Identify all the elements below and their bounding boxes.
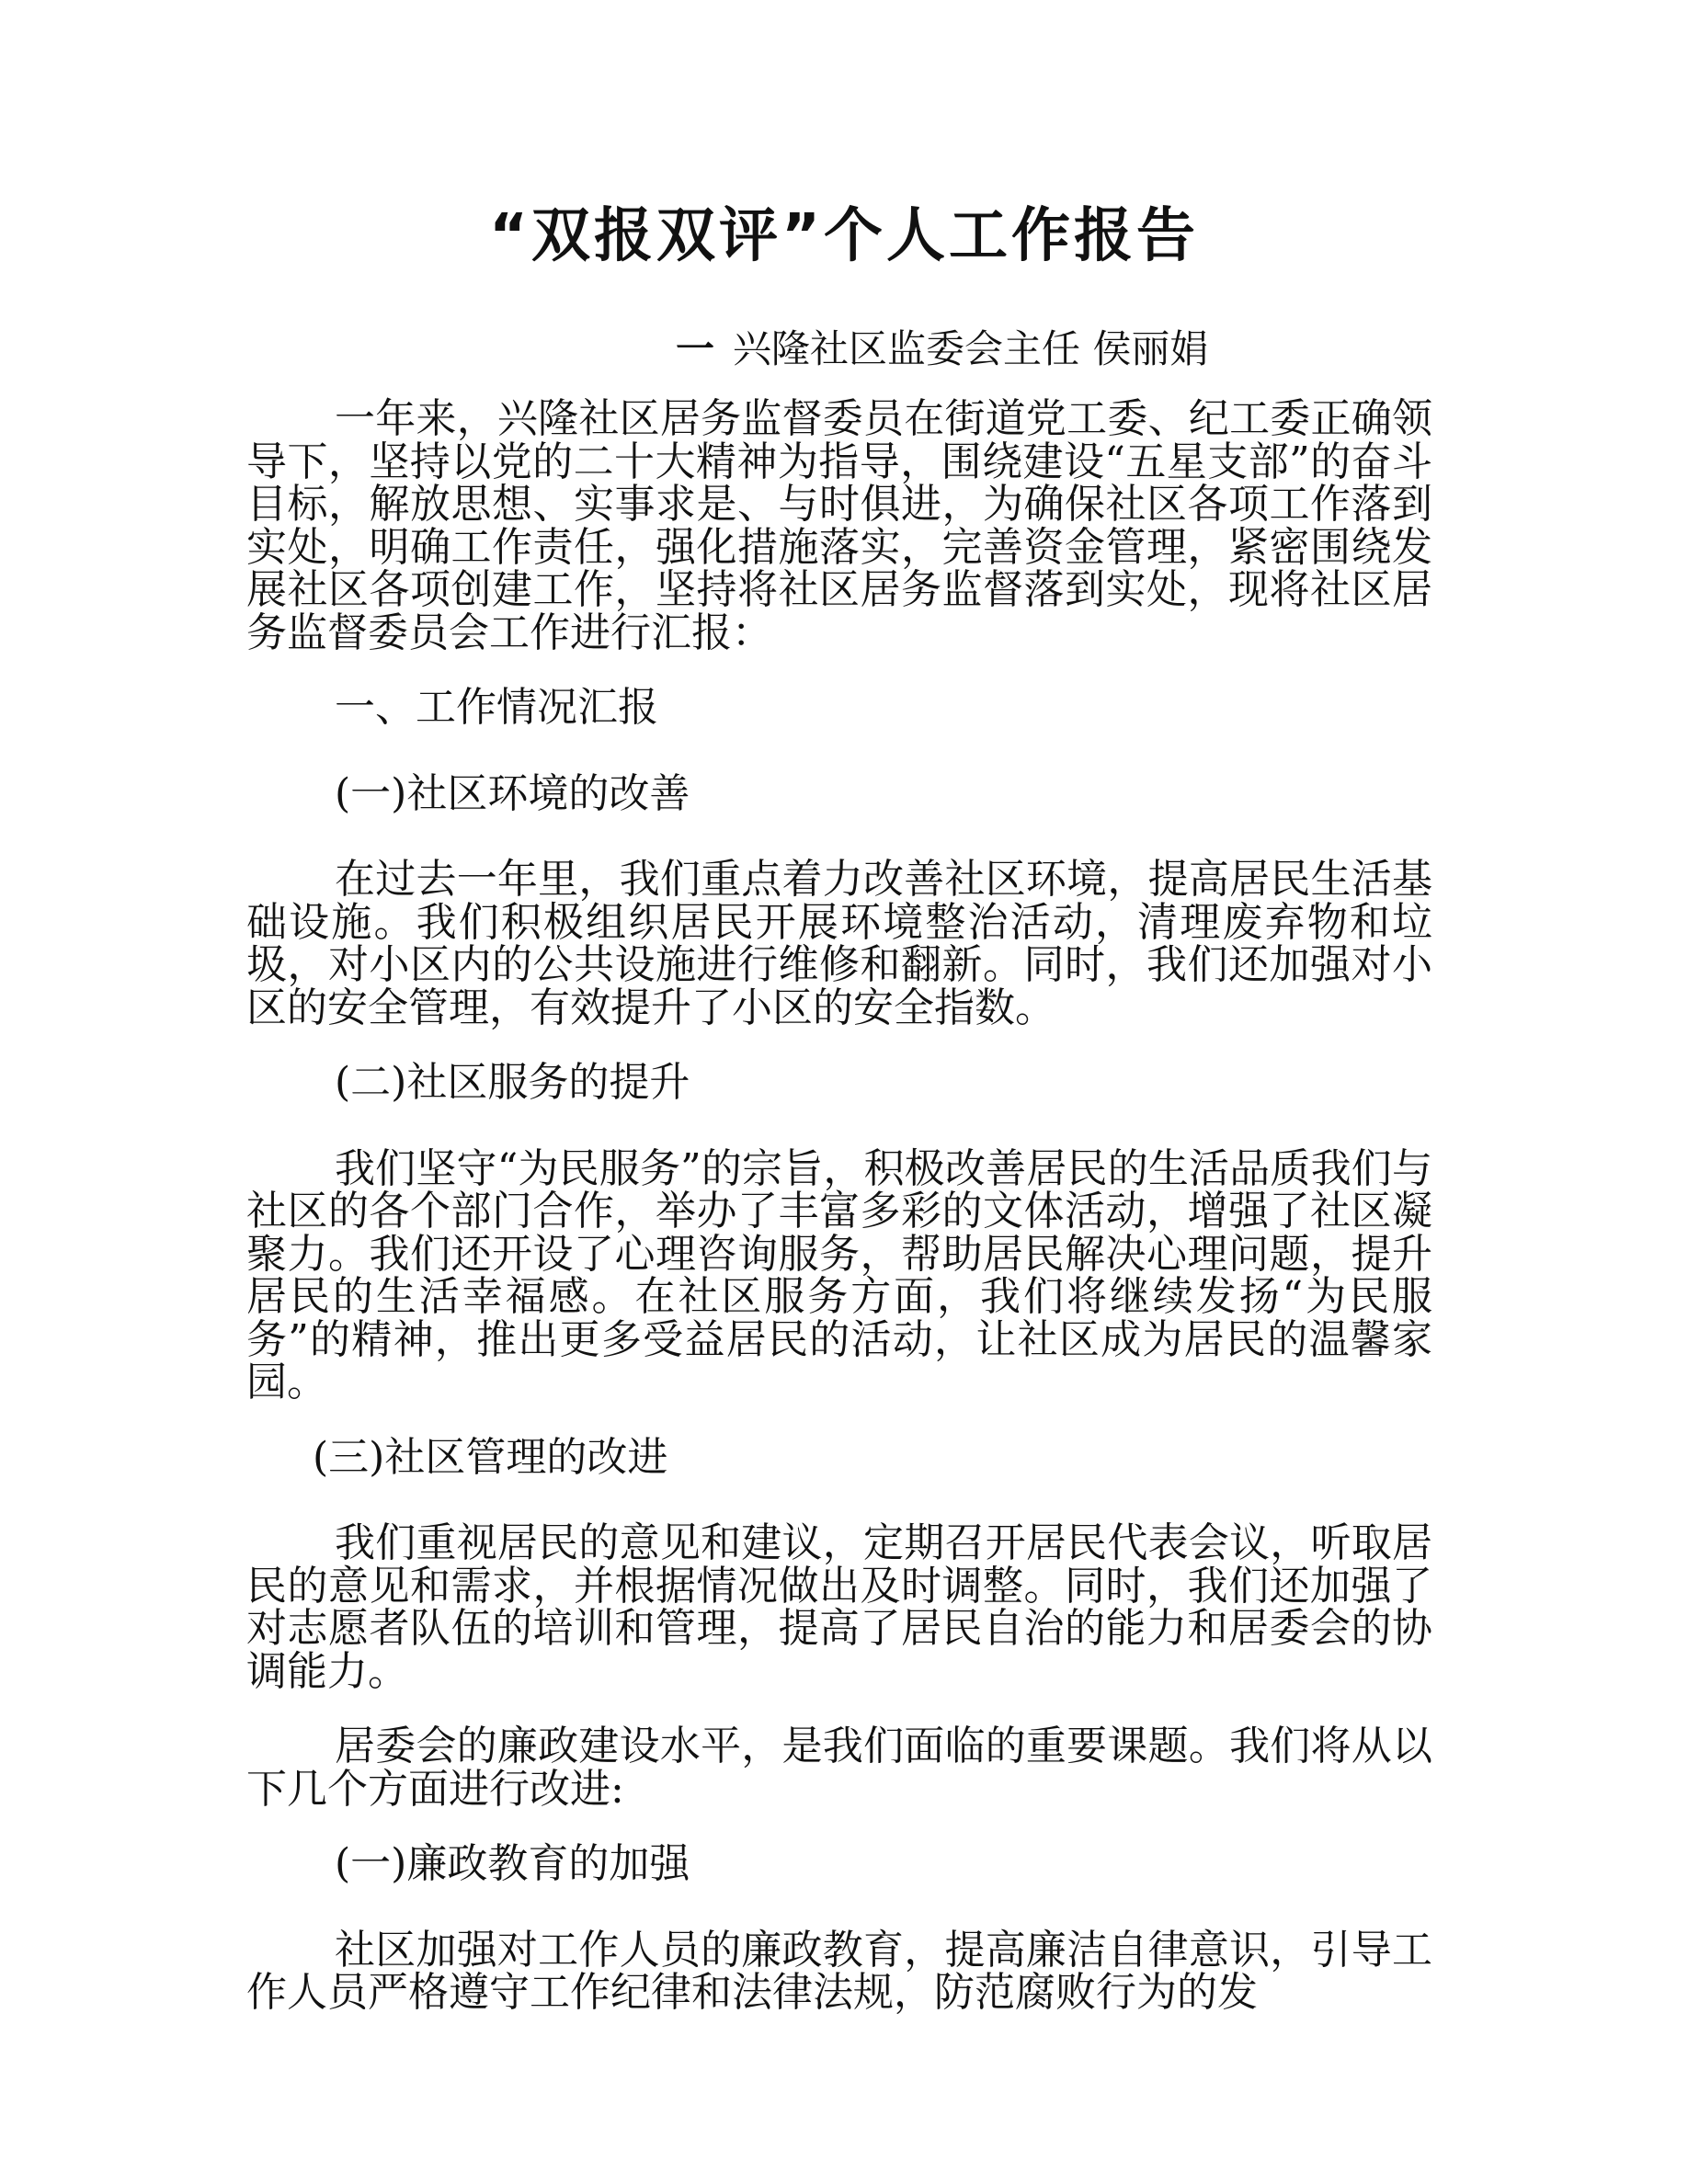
byline-dash: 一	[676, 326, 715, 371]
section-heading-work-report: 一、工作情况汇报	[335, 684, 658, 731]
paragraph-management: 我们重视居民的意见和建议，定期召开居民代表会议，听取居民的意见和需求，并根据情况做出及时调整。同时，我们还加强了对志愿者队伍的培训和管理，提高了居民自治的能力和居委会的协调能力。	[246, 1519, 1432, 1695]
document-body	[246, 395, 1432, 2047]
page-title: “双报双评”个人工作报告	[488, 202, 1200, 270]
paragraph-service: 我们坚守“为民服务”的宗旨，积极改善居民的生活品质我们与社区的各个部门合作，举办了丰富多彩的文体活动，增强了社区凝聚力。我们还开设了心理咨询服务，帮助居民解决心理问题，提升居民的生活幸福感。在社区服务方面，我们将继续发扬“为民服务”的精神，推出更多受益居民的活动，让社区成为居民的温馨家园。	[246, 1144, 1432, 1405]
subheading-integrity-education: (一)廉政教育的加强	[335, 1840, 690, 1887]
subheading-management: (三)社区管理的改进	[313, 1433, 668, 1481]
author-byline	[676, 322, 1208, 377]
paragraph-integrity: 居委会的廉政建设水平，是我们面临的重要课题。我们将从以下几个方面进行改进:	[246, 1723, 1432, 1813]
intro-paragraph: 一年来，兴隆社区居务监督委员在街道党工委、纪工委正确领导下，坚持以党的二十大精神为指导，围绕建设“五星支部”的奋斗目标，解放思想、实事求是、与时俱进，为确保社区各项工作落到实处，明确工作责任，强化措施落实，完善资金管理，紧密围绕发展社区各项创建工作，坚持将社区居务监督落到实处，现将社区居务监督委员会工作进行汇报：	[246, 395, 1432, 656]
subheading-service: (二)社区服务的提升	[335, 1059, 690, 1106]
paragraph-integrity-education: 社区加强对工作人员的廉政教育，提高廉洁自律意识，引导工作人员严格遵守工作纪律和法律法规，防范腐败行为的发	[246, 1926, 1432, 2016]
byline-text: 兴隆社区监委会主任 侯丽娟	[733, 326, 1209, 371]
subheading-environment: (一)社区环境的改善	[335, 769, 690, 817]
paragraph-environment: 在过去一年里，我们重点着力改善社区环境，提高居民生活基础设施。我们积极组织居民开展环境整治活动，清理废弃物和垃圾，对小区内的公共设施进行维修和翻新。同时，我们还加强对小区的安全管理，有效提升了小区的安全指数。	[246, 856, 1432, 1031]
